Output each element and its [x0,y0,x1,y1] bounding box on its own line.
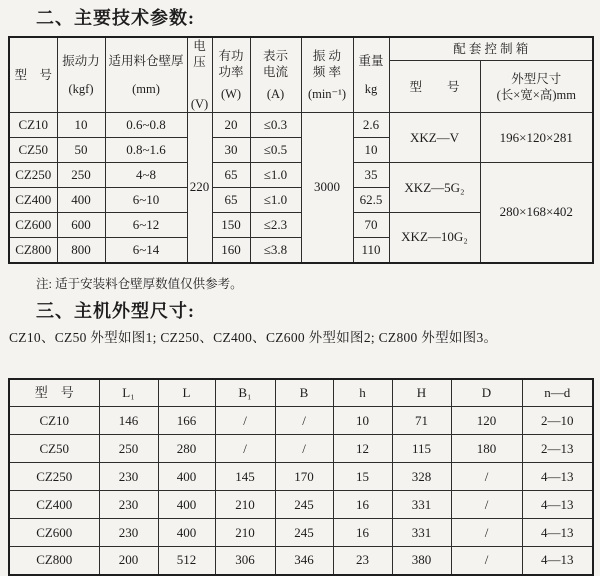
header-line: 适用料仓壁厚 [108,54,184,68]
figure-reference-text: CZ10、CZ50 外型如图1; CZ250、CZ400、CZ600 外型如图2; CZ800 外型如图3。 [9,329,498,345]
cell-value: 245 [275,519,333,547]
cell-value: 331 [392,519,451,547]
cell-wall: 6~14 [105,238,187,263]
header-line: 电流 [262,65,288,79]
header-line: 振 动 [312,49,342,63]
cell-value: 166 [158,407,215,435]
cell-value: 4—13 [522,519,593,547]
cell-value: 146 [99,407,158,435]
cell-wall: 6~12 [105,213,187,238]
cell-value: 230 [99,463,158,491]
cell-model: CZ10 [9,407,99,435]
cell-wall: 4~8 [105,163,187,188]
cell-value: / [451,519,522,547]
cell-current: ≤2.3 [250,213,301,238]
cell-model: CZ250 [9,463,99,491]
table-header-row [9,37,593,61]
cell-force: 400 [57,188,105,213]
cell-value: 145 [215,463,275,491]
cell-value: 380 [392,547,451,575]
col-header-model: 型 号 [9,37,57,113]
table-header-row [9,379,593,407]
cell-box-model-merged: XKZ—10G₂ [389,213,480,263]
table-row [9,407,593,435]
cell-value: / [451,463,522,491]
cell-current: ≤0.3 [250,113,301,138]
header-unit: (mm) [132,82,160,96]
cell-value: 512 [158,547,215,575]
header-line: 频 率 [312,65,342,79]
cell-value: / [215,435,275,463]
cell-power: 65 [212,163,250,188]
cell-model: CZ600 [9,213,57,238]
cell-force: 800 [57,238,105,263]
cell-model: CZ800 [9,238,57,263]
cell-model: CZ50 [9,435,99,463]
cell-power: 65 [212,188,250,213]
header-unit: (A) [266,87,285,101]
cell-value: 2—13 [522,435,593,463]
col-header-n-d: n—d [522,379,593,407]
cell-value: 280 [158,435,215,463]
cell-value: 2—10 [522,407,593,435]
cell-value: / [215,407,275,435]
cell-weight: 62.5 [353,188,389,213]
cell-current: ≤3.8 [250,238,301,263]
col-header-indicated-current [250,37,301,113]
col-header-vibration-force [57,37,105,113]
cell-power: 30 [212,138,250,163]
cell-value: 331 [392,491,451,519]
cell-wall: 6~10 [105,188,187,213]
cell-value: 4—13 [522,463,593,491]
col-header-control-box: 配 套 控 制 箱 [389,37,593,61]
cell-value: 245 [275,491,333,519]
col-header-h-small: h [333,379,392,407]
cell-value: 306 [215,547,275,575]
cell-value: 15 [333,463,392,491]
cell-value: 200 [99,547,158,575]
header-line: 有功 [218,49,244,63]
cell-force: 50 [57,138,105,163]
header-line: 外型尺寸 [511,71,562,86]
header-line: 重量 [358,54,384,68]
cell-weight: 70 [353,213,389,238]
col-header-box-model: 型 号 [389,61,480,113]
cell-value: 328 [392,463,451,491]
header-unit: (长×宽×高)mm [496,87,576,102]
header-unit: (kgf) [68,82,94,96]
col-header-box-size [480,61,593,113]
col-header-b: B [275,379,333,407]
header-line: 表示 [262,49,288,63]
cell-model: CZ600 [9,519,99,547]
cell-model: CZ400 [9,188,57,213]
cell-value: 230 [99,491,158,519]
cell-wall: 0.6~0.8 [105,113,187,138]
cell-power: 160 [212,238,250,263]
col-header-l1: L₁ [99,379,158,407]
cell-value: / [451,491,522,519]
cell-force: 600 [57,213,105,238]
cell-value: 170 [275,463,333,491]
col-header-vibration-frequency [301,37,353,113]
dimensions-table [8,378,594,576]
cell-value: 400 [158,519,215,547]
table-row [9,519,593,547]
cell-current: ≤1.0 [250,188,301,213]
table-row [9,547,593,575]
cell-model: CZ10 [9,113,57,138]
cell-value: 400 [158,491,215,519]
cell-force: 250 [57,163,105,188]
cell-weight: 35 [353,163,389,188]
header-unit: kg [364,82,378,96]
col-header-model: 型 号 [9,379,99,407]
cell-value: 115 [392,435,451,463]
col-header-d: D [451,379,522,407]
col-header-h-cap: H [392,379,451,407]
cell-value: 210 [215,519,275,547]
header-line: 功率 [218,65,244,79]
table-row [9,491,593,519]
cell-model: CZ400 [9,491,99,519]
table-row [9,463,593,491]
header-unit: (V) [190,97,209,111]
tech-params-table [8,36,594,264]
cell-box-size-merged: 196×120×281 [480,113,593,163]
col-header-weight [353,37,389,113]
cell-value: 10 [333,407,392,435]
cell-power: 150 [212,213,250,238]
cell-value: 346 [275,547,333,575]
col-header-wall-thickness [105,37,187,113]
cell-value: / [275,435,333,463]
cell-box-model-merged: XKZ—5G₂ [389,163,480,213]
cell-value: 71 [392,407,451,435]
note-text: 注: 适于安装料仓壁厚数值仅供参考。 [36,276,243,291]
cell-current: ≤0.5 [250,138,301,163]
cell-value: / [275,407,333,435]
cell-current: ≤1.0 [250,163,301,188]
header-unit: (min⁻¹) [307,87,347,101]
cell-voltage-merged: 220 [187,113,212,263]
cell-model: CZ800 [9,547,99,575]
cell-box-size-merged: 280×168×402 [480,163,593,263]
cell-value: / [451,547,522,575]
cell-weight: 110 [353,238,389,263]
table-row [9,113,593,138]
header-unit: (W) [220,87,242,101]
header-line: 电压 [193,39,206,69]
header-line: 振动力 [62,54,100,68]
cell-value: 16 [333,491,392,519]
cell-value: 120 [451,407,522,435]
cell-model: CZ250 [9,163,57,188]
section-2-heading: 二、主要技术参数: [36,8,195,28]
cell-box-model-merged: XKZ—V [389,113,480,163]
cell-frequency-merged: 3000 [301,113,353,263]
cell-weight: 10 [353,138,389,163]
cell-value: 250 [99,435,158,463]
cell-model: CZ50 [9,138,57,163]
cell-value: 180 [451,435,522,463]
cell-weight: 2.6 [353,113,389,138]
section-3-heading: 三、主机外型尺寸: [36,300,195,321]
cell-value: 230 [99,519,158,547]
cell-force: 10 [57,113,105,138]
cell-value: 16 [333,519,392,547]
cell-value: 12 [333,435,392,463]
cell-power: 20 [212,113,250,138]
col-header-l: L [158,379,215,407]
table-row [9,435,593,463]
cell-value: 4—13 [522,547,593,575]
cell-value: 23 [333,547,392,575]
cell-value: 4—13 [522,491,593,519]
cell-value: 210 [215,491,275,519]
col-header-b1: B₁ [215,379,275,407]
cell-value: 400 [158,463,215,491]
col-header-active-power [212,37,250,113]
col-header-voltage [187,37,212,113]
cell-wall: 0.8~1.6 [105,138,187,163]
